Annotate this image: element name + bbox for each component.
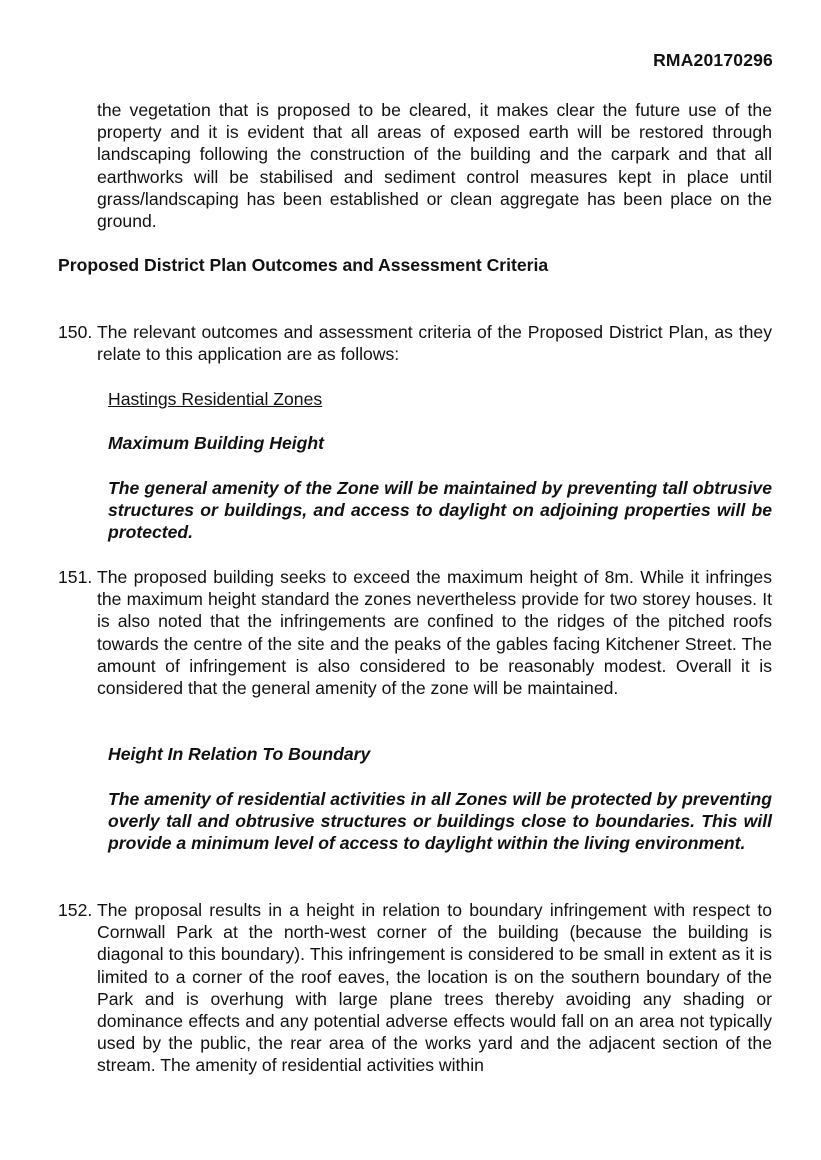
paragraph-number: 150.: [58, 322, 93, 342]
criterion-text-max-height: The general amenity of the Zone will be maintained by preventing tall obtrusive structures or buildings, and access to daylight on adjoining properties will be protected.: [108, 478, 772, 543]
paragraph-number: 151.: [58, 567, 93, 587]
zone-title: Hastings Residential Zones: [108, 389, 323, 409]
paragraph-152: [58, 899, 772, 1077]
intro-paragraph: the vegetation that is proposed to be cleared, it makes clear the future use of the property and it is evident that all areas of exposed earth will be restored through landscaping following the construction of the building and the carpark and that all earthworks will be stabilised and sediment control measures kept in place until grass/landscaping has been established or clean aggregate has been place on the ground.: [97, 100, 772, 232]
paragraph-text: The proposed building seeks to exceed the maximum height of 8m. While it infringes the maximum height standard the zones nevertheless provide for two storey houses. It is also noted that the infringements are confined to the ridges of the pitched roofs towards the centre of the site and the peaks of the gables facing Kitchener Street. The amount of infringement is also considered to be reasonably modest. Overall it is considered that the general amenity of the zone will be maintained.: [97, 567, 772, 699]
paragraph-151: [58, 566, 772, 699]
paragraph-150: [58, 321, 772, 365]
criterion-title-max-height: Maximum Building Height: [108, 433, 325, 453]
paragraph-number: 152.: [58, 900, 93, 920]
section-heading: Proposed District Plan Outcomes and Assessment Criteria: [58, 255, 549, 275]
paragraph-text: The proposal results in a height in relation to boundary infringement with respect to Cornwall Park at the north-west corner of the building (because the building is diagonal to this boundary). This infringement is considered to be small in extent as it is limited to a corner of the roof eaves, the location is on the southern boundary of the Park and is overhung with large plane trees thereby avoiding any shading or dominance effects and any potential adverse effects would fall on an area not typically used by the public, the rear area of the works yard and the adjacent section of the stream. The amenity of residential activities within: [97, 900, 772, 1076]
reference-number: RMA20170296: [653, 50, 773, 70]
paragraph-text: The relevant outcomes and assessment criteria of the Proposed District Plan, as they relate to this application are as follows:: [97, 322, 772, 365]
criterion-text-hirb: The amenity of residential activities in all Zones will be protected by preventing overly tall and obtrusive structures or buildings close to boundaries. This will provide a minimum level of access to daylight within the living environment.: [108, 789, 772, 854]
criterion-title-hirb: Height In Relation To Boundary: [108, 744, 371, 764]
